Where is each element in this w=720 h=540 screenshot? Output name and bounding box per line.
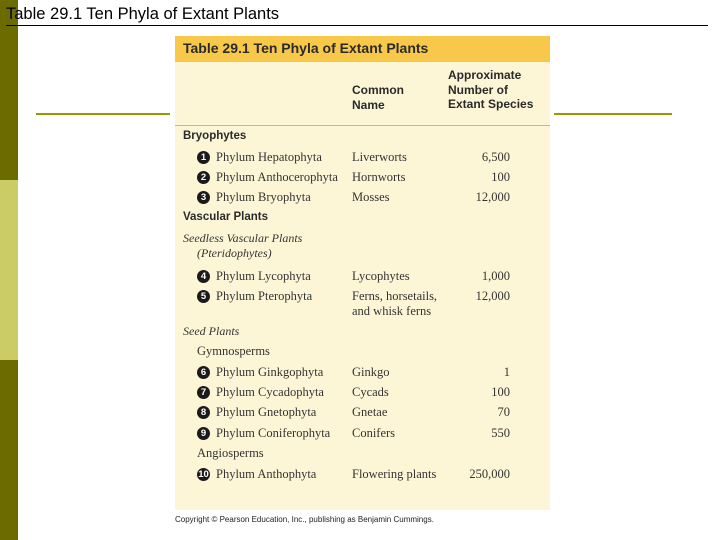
row-number-badge: 6 [197, 366, 210, 379]
species-count: 250,000 [469, 467, 510, 481]
species-count: 6,500 [481, 150, 510, 164]
common-name: Hornworts [352, 170, 406, 184]
table-row [175, 289, 550, 321]
common-name: Lycophytes [352, 269, 410, 283]
table-row [175, 365, 550, 381]
column-header-line: Number of [448, 82, 508, 97]
table-row [175, 405, 550, 421]
common-name: Ginkgo [352, 365, 390, 379]
phylum-name: Phylum Pterophyta [216, 289, 313, 303]
subsection-line: (Pteridophytes) [197, 245, 272, 260]
row-number-badge: 8 [197, 406, 210, 419]
phylum-name: Phylum Bryophyta [216, 190, 311, 204]
species-count: 12,000 [475, 190, 510, 204]
phylum-name: Phylum Cycadophyta [216, 385, 324, 399]
table-row [175, 385, 550, 401]
sidebar-accent-dark [0, 0, 18, 180]
column-header-line: Extant Species [448, 97, 534, 111]
species-count: 1 [503, 365, 510, 379]
table-figure [175, 36, 550, 510]
sidebar-accent-light [0, 180, 18, 360]
row-number-badge: 5 [197, 290, 210, 303]
column-header-common-name [352, 83, 442, 112]
subsection-seedless-vascular [183, 231, 302, 260]
table-row [175, 269, 550, 285]
common-name: Gnetae [352, 405, 388, 419]
subsection-line: Seedless Vascular Plants [183, 231, 303, 245]
common-name: Cycads [352, 385, 389, 399]
decorative-rule-left [36, 113, 170, 115]
table-row [175, 467, 550, 499]
common-name: Mosses [352, 190, 390, 204]
phylum-name: Phylum Coniferophyta [216, 426, 331, 440]
common-name: Conifers [352, 426, 396, 440]
column-header-line: Approximate [448, 68, 522, 82]
row-number-badge: 4 [197, 270, 210, 283]
species-count: 1,000 [481, 269, 510, 283]
species-count: 12,000 [475, 289, 510, 303]
row-number-badge: 3 [197, 191, 210, 204]
row-number-badge: 7 [197, 386, 210, 399]
header-divider [175, 125, 550, 126]
common-name: Ferns, horsetails, and whisk ferns [352, 289, 438, 318]
table-row [175, 170, 550, 186]
row-number-badge: 1 [197, 151, 210, 164]
section-bryophytes: Bryophytes [183, 130, 247, 142]
column-header-line: Name [352, 97, 385, 112]
subsection-seed-plants: Seed Plants [183, 324, 240, 338]
phylum-name: Phylum Anthophyta [216, 467, 317, 481]
common-name: Liverworts [352, 150, 407, 164]
table-row [175, 426, 550, 442]
species-count: 70 [497, 405, 510, 419]
species-count: 550 [491, 426, 510, 440]
phylum-name: Phylum Ginkgophyta [216, 365, 324, 379]
sidebar-accent-dark-lower [0, 360, 18, 540]
species-count: 100 [491, 385, 510, 399]
phylum-name: Phylum Anthocerophyta [216, 170, 338, 184]
phylum-name: Phylum Hepatophyta [216, 150, 322, 164]
section-vascular-plants: Vascular Plants [183, 211, 269, 223]
table-row [175, 150, 550, 166]
row-number-badge: 10 [198, 469, 209, 480]
copyright-notice: Copyright © Pearson Education, Inc., publishing as Benjamin Cummings. [175, 515, 434, 524]
table-header-band [175, 36, 550, 62]
column-header-line: Common [352, 83, 404, 97]
row-number-badge: 9 [197, 427, 210, 440]
decorative-rule-right [554, 113, 672, 115]
phylum-name: Phylum Gnetophyta [216, 405, 317, 419]
table-row [175, 190, 550, 206]
row-number-badge: 2 [197, 171, 210, 184]
table-title: Table 29.1 Ten Phyla of Extant Plants [183, 40, 429, 56]
group-gymnosperms: Gymnosperms [197, 344, 270, 358]
phylum-name: Phylum Lycophyta [216, 269, 311, 283]
common-name: Flowering plants [352, 467, 437, 481]
group-angiosperms: Angiosperms [197, 446, 264, 460]
species-count: 100 [491, 170, 510, 184]
column-header-species-count [448, 68, 548, 112]
slide-title: Table 29.1 Ten Phyla of Extant Plants [6, 4, 708, 26]
